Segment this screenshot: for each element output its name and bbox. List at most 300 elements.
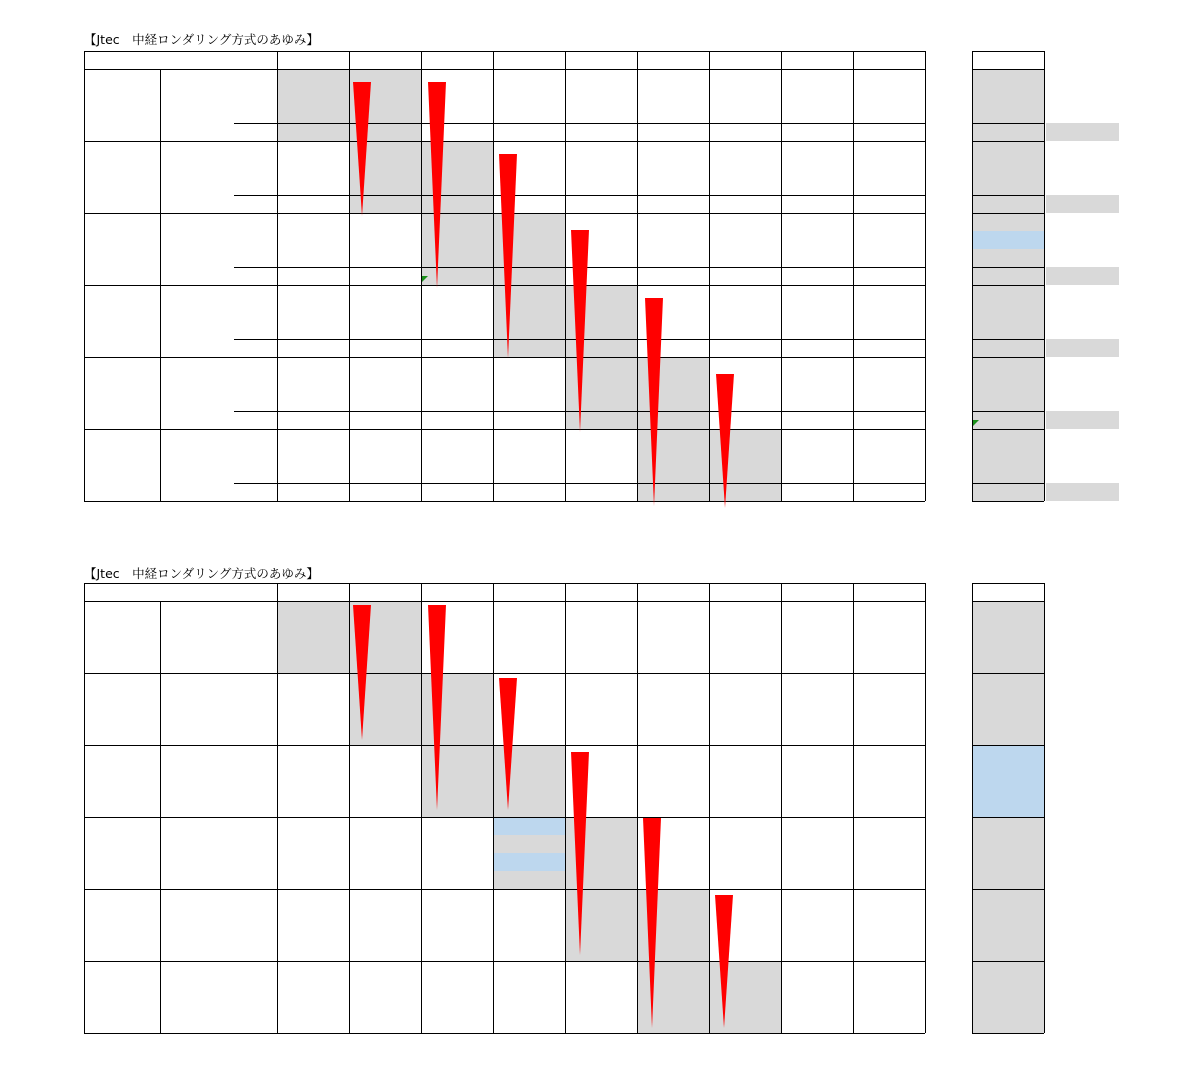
plan-value xyxy=(565,691,637,709)
plan-value xyxy=(709,979,781,997)
year-column-line xyxy=(277,51,278,501)
plan-value xyxy=(709,375,781,393)
actual-value xyxy=(972,727,1044,745)
plan-value xyxy=(277,925,349,943)
achievement-rate xyxy=(1046,87,1119,105)
year-header xyxy=(277,583,349,601)
plan-value xyxy=(349,925,421,943)
achievement-rate xyxy=(1046,411,1119,429)
achievement-rate xyxy=(1046,943,1116,961)
plan-value xyxy=(421,159,493,177)
plan-value xyxy=(493,961,565,979)
row-item-label xyxy=(161,321,277,339)
plan-value xyxy=(493,889,565,907)
plan-value xyxy=(565,763,637,781)
table-border-top xyxy=(84,583,925,584)
plan-value xyxy=(277,285,349,303)
plan-value xyxy=(709,781,781,799)
plan-value xyxy=(493,141,565,159)
plan-value xyxy=(349,709,421,727)
plan-value xyxy=(637,141,709,159)
plan-value xyxy=(709,709,781,727)
achievement-rate xyxy=(1046,763,1116,781)
plan-value xyxy=(637,483,709,501)
plan-value xyxy=(781,195,853,213)
plan-value xyxy=(421,727,493,745)
group-line xyxy=(84,673,925,674)
plan-vintage-label xyxy=(84,285,161,303)
row-item-label xyxy=(161,745,277,763)
plan-value xyxy=(781,393,853,411)
row-item-label xyxy=(161,943,277,961)
plan-value xyxy=(565,619,637,637)
plan-value xyxy=(421,447,493,465)
side-total-line xyxy=(972,339,1044,340)
plan-value xyxy=(709,871,781,889)
row-item-label xyxy=(161,817,277,835)
plan-value xyxy=(277,691,349,709)
actual-value xyxy=(972,997,1044,1015)
plan-value xyxy=(637,979,709,997)
row-item-label xyxy=(161,1015,277,1033)
plan-value xyxy=(421,213,493,231)
plan-value xyxy=(349,943,421,961)
row-item-label xyxy=(161,429,277,447)
plan-vintage-label xyxy=(84,141,161,159)
row-item-label xyxy=(161,907,277,925)
row-item-label xyxy=(161,619,277,637)
plan-value xyxy=(277,87,349,105)
plan-value xyxy=(853,447,925,465)
plan-value xyxy=(637,123,709,141)
plan-value xyxy=(781,907,853,925)
plan-value xyxy=(565,961,637,979)
plan-value xyxy=(493,817,565,835)
row-item-label xyxy=(234,267,274,285)
plan-value xyxy=(853,673,925,691)
plan-vintage-label xyxy=(84,673,161,691)
plan-value xyxy=(637,835,709,853)
plan-value xyxy=(853,285,925,303)
plan-value xyxy=(709,465,781,483)
plan-value xyxy=(781,673,853,691)
year-column-line xyxy=(781,51,782,501)
plan-value xyxy=(493,781,565,799)
plan-value xyxy=(277,159,349,177)
achievement-rate xyxy=(1046,429,1119,447)
total-line xyxy=(234,339,925,340)
plan-value xyxy=(277,303,349,321)
plan-value xyxy=(277,943,349,961)
plan-value xyxy=(493,745,565,763)
profit-title: 【Jtec 中経ロンダリング方式のあゆみ】 xyxy=(84,566,319,581)
side-group-line xyxy=(972,285,1044,286)
plan-value xyxy=(709,817,781,835)
plan-value xyxy=(421,105,493,123)
plan-value xyxy=(709,763,781,781)
plan-value xyxy=(349,853,421,871)
plan-value xyxy=(277,997,349,1015)
plan-value xyxy=(637,465,709,483)
achievement-rate xyxy=(1046,249,1119,267)
actual-value xyxy=(972,871,1044,889)
plan-value xyxy=(565,817,637,835)
plan-value xyxy=(709,285,781,303)
plan-value xyxy=(493,979,565,997)
plan-value xyxy=(277,357,349,375)
plan-value xyxy=(853,961,925,979)
plan-value xyxy=(565,321,637,339)
plan-value xyxy=(709,213,781,231)
group-line xyxy=(84,889,925,890)
plan-value xyxy=(637,159,709,177)
plan-value xyxy=(565,141,637,159)
plan-value xyxy=(349,979,421,997)
achievement-rate xyxy=(1046,213,1119,231)
year-header xyxy=(853,583,925,601)
plan-value xyxy=(565,339,637,357)
plan-value xyxy=(781,943,853,961)
row-item-label xyxy=(161,159,277,177)
plan-value xyxy=(421,853,493,871)
plan-value xyxy=(637,763,709,781)
plan-value xyxy=(277,655,349,673)
plan-value xyxy=(349,411,421,429)
plan-value xyxy=(637,799,709,817)
row-item-label xyxy=(161,691,277,709)
plan-value xyxy=(709,601,781,619)
achievement-rate xyxy=(1046,835,1116,853)
plan-value xyxy=(781,213,853,231)
plan-value xyxy=(781,69,853,87)
plan-value xyxy=(493,105,565,123)
plan-value xyxy=(709,637,781,655)
plan-value xyxy=(493,249,565,267)
plan-value xyxy=(565,871,637,889)
plan-value xyxy=(565,411,637,429)
plan-value xyxy=(493,799,565,817)
plan-value xyxy=(781,601,853,619)
plan-value xyxy=(349,141,421,159)
achievement-rate xyxy=(1046,619,1116,637)
plan-value xyxy=(781,853,853,871)
plan-value xyxy=(709,231,781,249)
plan-value xyxy=(853,393,925,411)
year-column-line xyxy=(637,51,638,501)
plan-value xyxy=(493,655,565,673)
side-border-left xyxy=(972,583,973,1033)
plan-value xyxy=(637,429,709,447)
plan-value xyxy=(565,943,637,961)
achievement-rate xyxy=(1046,177,1119,195)
year-column-line xyxy=(925,583,926,1033)
actual-value xyxy=(972,1015,1044,1033)
plan-value xyxy=(565,655,637,673)
achievement-rate xyxy=(1046,655,1116,673)
table-border-left xyxy=(84,51,85,501)
plan-value xyxy=(709,429,781,447)
plan-value xyxy=(421,267,493,285)
plan-value xyxy=(781,961,853,979)
plan-value xyxy=(421,231,493,249)
plan-value xyxy=(421,637,493,655)
plan-value xyxy=(493,483,565,501)
plan-value xyxy=(349,303,421,321)
plan-value xyxy=(277,817,349,835)
plan-value xyxy=(349,375,421,393)
actual-value xyxy=(972,943,1044,961)
plan-value xyxy=(781,105,853,123)
achievement-rate xyxy=(1046,375,1119,393)
actual-value xyxy=(972,411,1044,429)
plan-value xyxy=(349,727,421,745)
row-item-label xyxy=(161,673,277,691)
plan-value xyxy=(277,745,349,763)
plan-value xyxy=(637,105,709,123)
plan-value xyxy=(709,799,781,817)
plan-value xyxy=(709,673,781,691)
row-item-label xyxy=(161,961,277,979)
plan-value xyxy=(637,619,709,637)
achievement-rate xyxy=(1046,105,1119,123)
actual-value xyxy=(972,393,1044,411)
sales-title: 【Jtec 中経ロンダリング方式のあゆみ】 xyxy=(84,32,319,47)
plan-value xyxy=(709,447,781,465)
total-line xyxy=(234,123,925,124)
plan-value xyxy=(781,709,853,727)
plan-value xyxy=(421,817,493,835)
plan-value xyxy=(637,267,709,285)
side-group-line xyxy=(972,213,1044,214)
group-line xyxy=(84,601,925,602)
plan-value xyxy=(493,709,565,727)
plan-value xyxy=(709,339,781,357)
plan-value xyxy=(853,781,925,799)
plan-value xyxy=(277,889,349,907)
plan-value xyxy=(637,745,709,763)
plan-value xyxy=(277,69,349,87)
row-item-label xyxy=(161,213,277,231)
plan-value xyxy=(565,979,637,997)
plan-value xyxy=(781,745,853,763)
plan-value xyxy=(637,907,709,925)
group-line xyxy=(84,817,925,818)
plan-value xyxy=(349,465,421,483)
actual-value xyxy=(972,141,1044,159)
actual-value xyxy=(972,447,1044,465)
plan-value xyxy=(637,637,709,655)
plan-value xyxy=(493,943,565,961)
plan-value xyxy=(349,781,421,799)
achievement-rate xyxy=(1046,321,1119,339)
actual-value xyxy=(972,195,1044,213)
plan-value xyxy=(565,249,637,267)
plan-value xyxy=(853,159,925,177)
plan-value xyxy=(349,961,421,979)
plan-value xyxy=(421,925,493,943)
plan-value xyxy=(781,375,853,393)
plan-value xyxy=(349,213,421,231)
plan-value xyxy=(637,339,709,357)
plan-value xyxy=(637,393,709,411)
plan-value xyxy=(349,447,421,465)
plan-value xyxy=(637,249,709,267)
side-group-line xyxy=(972,889,1044,890)
year-header xyxy=(565,583,637,601)
achievement-rate xyxy=(1046,1015,1116,1033)
plan-value xyxy=(493,321,565,339)
year-column-line xyxy=(565,583,566,1033)
plan-value xyxy=(565,709,637,727)
plan-value xyxy=(853,123,925,141)
achievement-rate xyxy=(1046,339,1119,357)
actual-value xyxy=(972,321,1044,339)
plan-value xyxy=(781,285,853,303)
achievement-rate xyxy=(1046,303,1119,321)
achievement-rate xyxy=(1046,231,1119,249)
achievement-rate xyxy=(1046,601,1116,619)
plan-value xyxy=(853,141,925,159)
achievement-rate xyxy=(1046,853,1116,871)
plan-vintage-label xyxy=(84,69,161,87)
plan-value xyxy=(637,195,709,213)
year-column-line xyxy=(565,51,566,501)
row-item-label xyxy=(161,393,277,411)
plan-value xyxy=(709,1015,781,1033)
plan-value xyxy=(421,691,493,709)
plan-value xyxy=(709,943,781,961)
plan-value xyxy=(781,781,853,799)
plan-value xyxy=(277,637,349,655)
side-border-top xyxy=(972,51,1044,52)
achievement-rate xyxy=(1046,673,1116,691)
side-group-line xyxy=(972,961,1044,962)
side-group-line xyxy=(972,69,1044,70)
plan-value xyxy=(349,393,421,411)
side-group-line xyxy=(972,745,1044,746)
plan-value xyxy=(853,637,925,655)
plan-value xyxy=(421,943,493,961)
plan-value xyxy=(709,393,781,411)
total-line xyxy=(234,483,925,484)
row-item-label xyxy=(161,231,277,249)
plan-value xyxy=(277,123,349,141)
plan-vintage-label xyxy=(84,357,161,375)
plan-vintage-label xyxy=(84,961,161,979)
achievement-rate xyxy=(1046,925,1116,943)
year-column-line xyxy=(349,51,350,501)
plan-value xyxy=(421,357,493,375)
row-item-label xyxy=(161,637,277,655)
year-header xyxy=(277,51,349,69)
side-border-bottom xyxy=(972,1033,1044,1034)
plan-value xyxy=(853,871,925,889)
plan-value xyxy=(421,249,493,267)
year-column-line xyxy=(493,51,494,501)
plan-value xyxy=(853,1015,925,1033)
plan-value xyxy=(421,303,493,321)
plan-value xyxy=(349,871,421,889)
plan-value xyxy=(277,763,349,781)
plan-value xyxy=(349,483,421,501)
plan-value xyxy=(349,997,421,1015)
plan-value xyxy=(493,925,565,943)
plan-value xyxy=(853,483,925,501)
plan-value xyxy=(565,375,637,393)
achievement-rate xyxy=(1046,907,1116,925)
plan-value xyxy=(421,123,493,141)
actual-value xyxy=(972,159,1044,177)
plan-value xyxy=(637,691,709,709)
plan-value xyxy=(277,727,349,745)
plan-value xyxy=(277,1015,349,1033)
plan-value xyxy=(637,709,709,727)
plan-value xyxy=(493,411,565,429)
plan-value xyxy=(277,231,349,249)
year-column-line xyxy=(709,51,710,501)
plan-value xyxy=(421,907,493,925)
plan-value xyxy=(781,817,853,835)
plan-value xyxy=(349,817,421,835)
plan-value xyxy=(277,465,349,483)
plan-value xyxy=(565,997,637,1015)
plan-value xyxy=(349,105,421,123)
year-header xyxy=(421,583,493,601)
comment-marker xyxy=(422,276,428,282)
achievement-rate xyxy=(1046,267,1119,285)
plan-value xyxy=(421,141,493,159)
plan-value xyxy=(493,285,565,303)
plan-value xyxy=(853,835,925,853)
row-item-label xyxy=(161,141,277,159)
plan-value xyxy=(565,853,637,871)
plan-value xyxy=(565,393,637,411)
plan-value xyxy=(853,231,925,249)
side-border-bottom xyxy=(972,501,1044,502)
actual-value xyxy=(972,123,1044,141)
plan-value xyxy=(277,141,349,159)
achievement-rate xyxy=(1046,799,1116,817)
actual-value xyxy=(972,105,1044,123)
plan-value xyxy=(493,123,565,141)
year-header xyxy=(781,51,853,69)
plan-value xyxy=(493,267,565,285)
achievement-rate xyxy=(1046,447,1119,465)
achievement-rate xyxy=(1046,979,1116,997)
row-item-label xyxy=(161,601,277,619)
actual-value xyxy=(972,483,1044,501)
plan-value xyxy=(421,745,493,763)
plan-value xyxy=(853,925,925,943)
plan-value xyxy=(853,943,925,961)
plan-value xyxy=(421,961,493,979)
plan-value xyxy=(421,889,493,907)
year-column-line xyxy=(853,51,854,501)
plan-value xyxy=(277,979,349,997)
plan-value xyxy=(277,105,349,123)
actual-value xyxy=(972,303,1044,321)
actual-value xyxy=(972,925,1044,943)
row-item-label xyxy=(161,303,277,321)
plan-value xyxy=(277,619,349,637)
plan-value xyxy=(421,465,493,483)
plan-vintage-label xyxy=(84,213,161,231)
plan-value xyxy=(493,447,565,465)
plan-value xyxy=(637,817,709,835)
plan-value xyxy=(493,871,565,889)
actual-value xyxy=(972,177,1044,195)
plan-value xyxy=(781,691,853,709)
